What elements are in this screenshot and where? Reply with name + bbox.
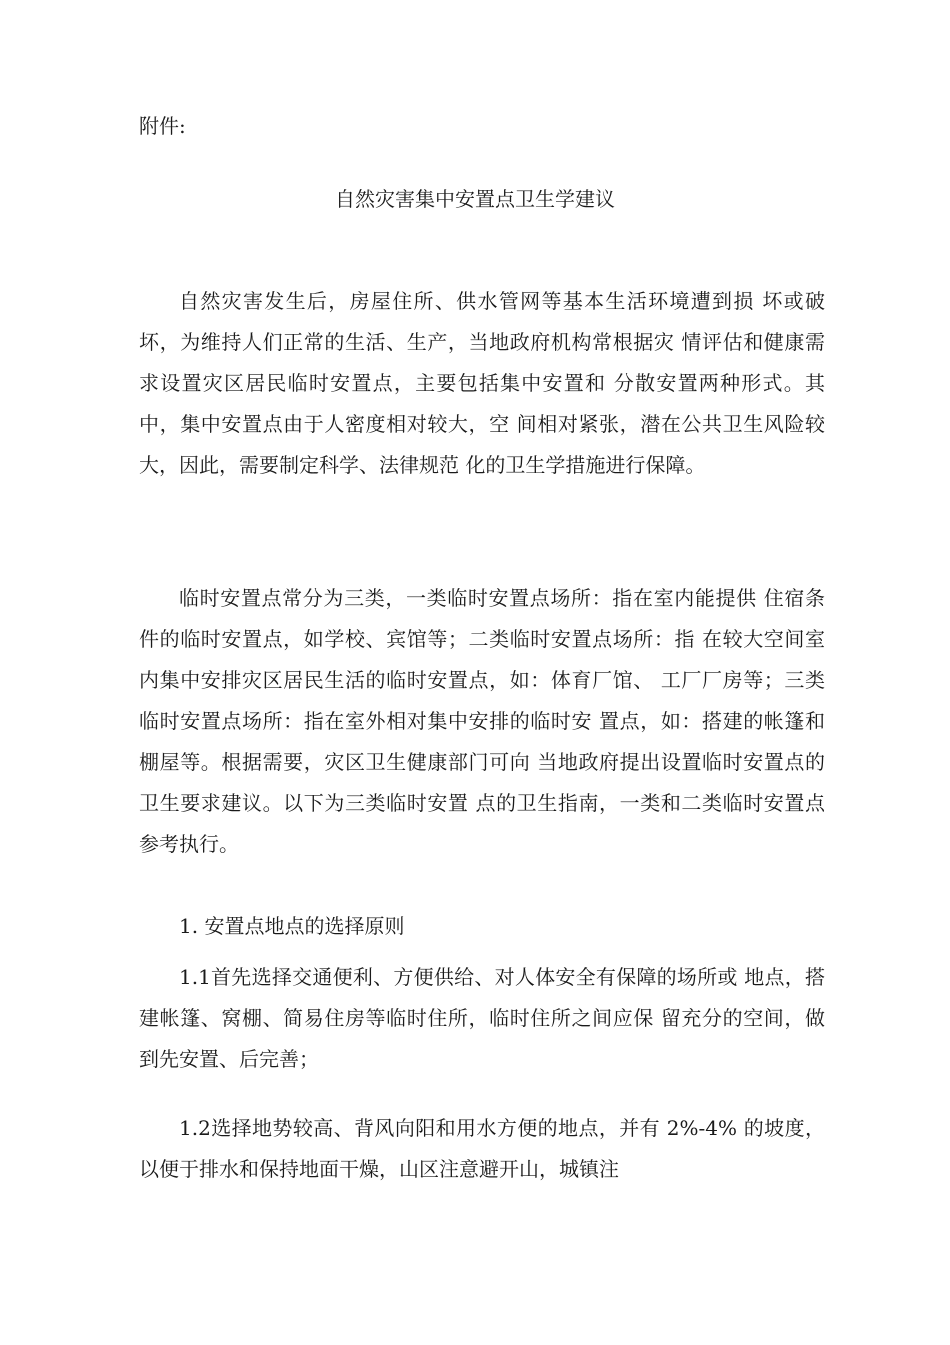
paragraph-categories: 临时安置点常分为三类，一类临时安置点场所：指在室内能提供 住宿条件的临时安置点，如学校、宾馆等；二类临时安置点场所：指 在较大空间室内集中安排灾区居民生活的临时安置点，如：体育厂馆、 工厂厂房等；三类临时安置点场所：指在室外相对集中安排的临时安 置点，如：搭建的帐篷和棚屋等。根据需要，灾区卫生健康部门可向 当地政府提出设置临时安置点的卫生要求建议。以下为三类临时安置 点的卫生指南，一类和二类临时安置点参考执行。	[139, 586, 825, 856]
document-title: 自然灾害集中安置点卫生学建议	[335, 187, 615, 211]
attachment-label: 附件:	[139, 114, 186, 138]
paragraph-1-2: 1.2选择地势较高、背风向阳和用水方便的地点，并有 2%-4% 的坡度，以便于排水和保持地面干燥，山区注意避开山，城镇注	[139, 1116, 825, 1181]
section-heading-1: 1. 安置点地点的选择原则	[179, 914, 405, 938]
paragraph-1-1: 1.1首先选择交通便利、方便供给、对人体安全有保障的场所或 地点，搭建帐篷、窝棚、简易住房等临时住所，临时住所之间应保 留充分的空间，做到先安置、后完善；	[139, 965, 825, 1071]
paragraph-intro: 自然灾害发生后，房屋住所、供水管网等基本生活环境遭到损 坏或破坏，为维持人们正常的生活、生产，当地政府机构常根据灾 情评估和健康需求设置灾区居民临时安置点，主要包括集中安置和 分散安置两种形式。其中，集中安置点由于人密度相对较大，空 间相对紧张，潜在公共卫生风险较大，因此，需要制定科学、法律规范 化的卫生学措施进行保障。	[139, 289, 825, 477]
